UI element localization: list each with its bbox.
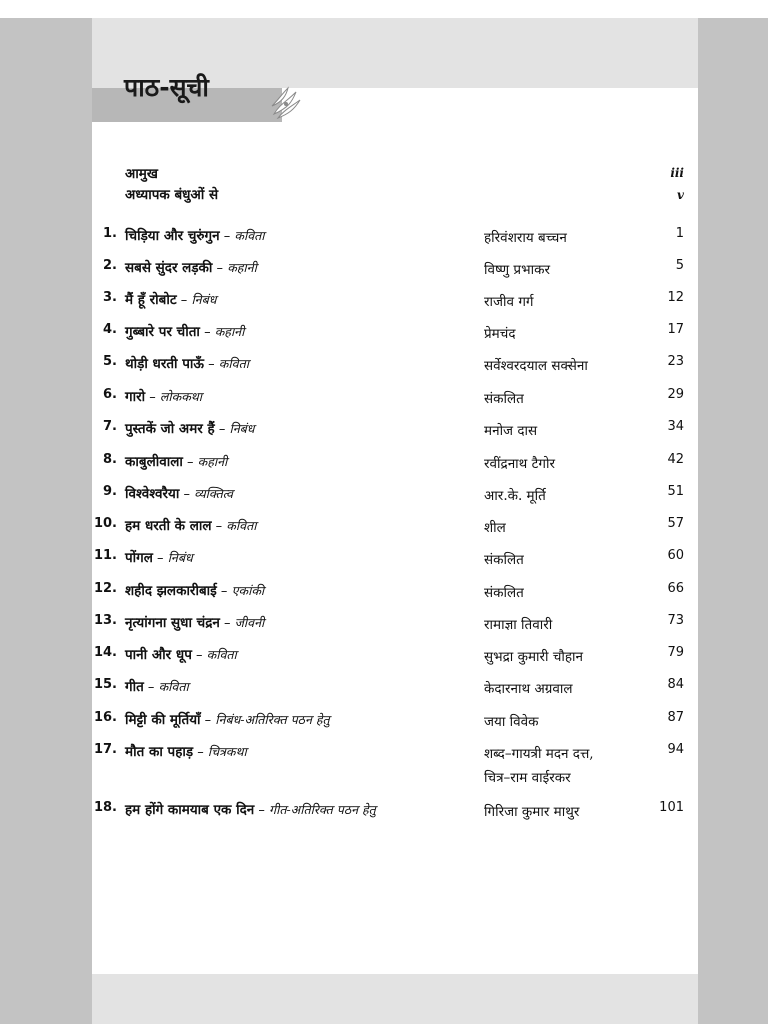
author-line: गिरिजा कुमार माथुर [484, 804, 580, 820]
author-line: राजीव गर्ग [484, 294, 534, 310]
lesson-author [484, 226, 567, 250]
lesson-title: थोड़ी धरती पाऊँ [125, 356, 205, 372]
author-line: आर.के. मूर्ति [484, 488, 546, 504]
author-line: रवींद्रनाथ टैगोर [484, 456, 556, 472]
lesson-author [484, 387, 524, 411]
lesson-genre: कविता [226, 518, 257, 533]
top-strip [0, 0, 768, 18]
lesson-entry [125, 354, 249, 372]
lesson-entry [125, 322, 244, 340]
lesson-genre: व्यक्तित्व [194, 486, 233, 501]
lesson-author [484, 677, 573, 701]
lesson-genre: जीवनी [234, 615, 265, 630]
front-matter-title: आमुख [125, 166, 158, 182]
lesson-entry [125, 484, 233, 502]
lesson-author [484, 452, 555, 476]
lesson-number: 18. [93, 800, 117, 815]
lesson-page-number: 84 [667, 677, 684, 692]
lesson-number: 2. [103, 258, 117, 273]
toc-row [92, 516, 698, 540]
lesson-genre: चित्रकथा [207, 744, 247, 759]
lesson-page-number: 34 [667, 419, 684, 434]
separator-dash: – [191, 648, 207, 663]
lesson-author [484, 800, 579, 824]
lesson-genre: लोककथा [159, 389, 203, 404]
lesson-entry [125, 742, 247, 760]
lesson-page-number: 57 [667, 516, 684, 531]
lesson-entry [125, 800, 376, 818]
lesson-title: नृत्यांगना सुधा चंद्रन [125, 615, 220, 631]
lesson-page-number: 5 [675, 258, 684, 273]
toc-row [92, 581, 698, 605]
lesson-title: पुस्तकें जो अमर हैं [125, 421, 215, 437]
front-matter-title: अध्यापक बंधुओं से [125, 187, 219, 203]
lesson-entry [125, 419, 254, 437]
lesson-genre: कहानी [214, 324, 245, 339]
lesson-page-number: 101 [659, 800, 684, 815]
author-line: संकलित [484, 391, 524, 407]
author-line: संकलित [484, 552, 524, 568]
lesson-title: मौत का पहाड़ [125, 744, 194, 760]
lesson-genre: कविता [234, 228, 265, 243]
separator-dash: – [219, 229, 235, 244]
toc-row [92, 226, 698, 250]
lesson-author [484, 258, 550, 282]
author-line: जया विवेक [484, 714, 539, 730]
lesson-entry [125, 452, 227, 470]
lesson-title: पानी और धूप [125, 647, 192, 663]
separator-dash: – [182, 455, 198, 470]
lesson-title: चिड़िया और चुरुंगुन [125, 228, 220, 244]
separator-dash: – [204, 357, 219, 372]
lesson-page-number: 42 [667, 452, 684, 467]
lesson-genre: कहानी [197, 454, 228, 469]
lesson-title: गीत [125, 679, 144, 695]
separator-dash: – [143, 680, 159, 695]
author-line: प्रेमचंद [484, 326, 516, 342]
lesson-number: 10. [93, 516, 117, 531]
author-line: सर्वेश्वरदयाल सक्सेना [484, 358, 588, 374]
lesson-entry [125, 613, 264, 631]
toc-row [92, 800, 698, 824]
separator-dash: – [145, 390, 160, 405]
lesson-page-number: 60 [667, 548, 684, 563]
toc-row [92, 354, 698, 378]
toc-row [92, 484, 698, 508]
lesson-genre: निबंध-अतिरिक्त पठन हेतु [215, 712, 330, 727]
front-matter-page: iii [670, 166, 684, 180]
lesson-author [484, 548, 524, 572]
lesson-author [484, 581, 524, 605]
lesson-title: मिट्टी की मूर्तियाँ [125, 712, 201, 728]
lesson-entry [125, 581, 264, 599]
lesson-author [484, 645, 583, 669]
lesson-title: सबसे सुंदर लड़की [125, 260, 213, 276]
separator-dash: – [200, 713, 216, 728]
lesson-number: 7. [103, 419, 117, 434]
footer-band [92, 974, 698, 1024]
toc-row [92, 258, 698, 282]
lesson-entry [125, 258, 257, 276]
lesson-entry [125, 290, 216, 308]
lesson-author [484, 419, 537, 443]
flourish-ornament-icon [266, 84, 306, 124]
lesson-page-number: 1 [675, 226, 684, 241]
lesson-page-number: 66 [667, 581, 684, 596]
lesson-number: 16. [93, 710, 117, 725]
lesson-author [484, 290, 534, 314]
lesson-number: 13. [93, 613, 117, 628]
author-line: संकलित [484, 585, 524, 601]
separator-dash: – [211, 519, 227, 534]
lesson-title: पोंगल [125, 550, 153, 566]
lesson-title: मैं हूँ रोबोट [125, 292, 177, 308]
lesson-title: हम धरती के लाल [125, 518, 212, 534]
lesson-number: 9. [103, 484, 117, 499]
lesson-page-number: 23 [667, 354, 684, 369]
lesson-entry [125, 387, 202, 405]
toc-row [92, 322, 698, 346]
contents-page [92, 18, 698, 1024]
lesson-entry [125, 226, 265, 244]
lesson-author [484, 710, 539, 734]
author-line: सुभद्रा कुमारी चौहान [484, 649, 584, 665]
lesson-number: 6. [103, 387, 117, 402]
toc-row [92, 548, 698, 572]
lesson-title: गुब्बारे पर चीता [125, 324, 200, 340]
lesson-number: 3. [103, 290, 117, 305]
lesson-title: काबुलीवाला [125, 454, 183, 470]
lesson-number: 12. [93, 581, 117, 596]
author-line: मनोज दास [484, 423, 538, 439]
lesson-page-number: 12 [667, 290, 684, 305]
lesson-number: 11. [93, 548, 117, 563]
page-title: पाठ-सूची [124, 73, 209, 102]
front-matter-page: v [677, 188, 684, 202]
lesson-author [484, 742, 594, 790]
separator-dash: – [179, 487, 195, 502]
lesson-title: विश्वेश्वरैया [125, 486, 180, 502]
lesson-genre: एकांकी [231, 583, 265, 598]
separator-dash: – [216, 584, 232, 599]
lesson-genre: निबंध [167, 550, 193, 565]
lesson-genre: कविता [158, 679, 189, 694]
lesson-title: शहीद झलकारीबाई [125, 583, 217, 599]
separator-dash: – [212, 261, 228, 276]
toc-row [92, 290, 698, 314]
separator-dash: – [219, 616, 235, 631]
lesson-title: गारो [125, 389, 146, 405]
toc-row [92, 742, 698, 786]
lesson-page-number: 51 [667, 484, 684, 499]
lesson-page-number: 17 [667, 322, 684, 337]
lesson-number: 5. [103, 354, 117, 369]
toc-row [92, 387, 698, 411]
lesson-entry [125, 677, 189, 695]
separator-dash: – [193, 745, 208, 760]
lesson-entry [125, 710, 330, 728]
lesson-author [484, 516, 506, 540]
lesson-genre: गीत-अतिरिक्त पठन हेतु [269, 802, 376, 817]
lesson-author [484, 484, 546, 508]
toc-row [92, 677, 698, 701]
author-line: चित्र–राम वाईरकर [484, 770, 571, 786]
separator-dash: – [176, 293, 192, 308]
author-line: विष्णु प्रभाकर [484, 262, 550, 278]
lesson-number: 15. [93, 677, 117, 692]
toc-row [92, 710, 698, 734]
separator-dash: – [199, 325, 215, 340]
lesson-page-number: 73 [667, 613, 684, 628]
lesson-genre: कहानी [227, 260, 257, 275]
author-line: शब्द–गायत्री मदन दत्त, [484, 746, 594, 762]
lesson-number: 4. [103, 322, 117, 337]
toc-row [92, 419, 698, 443]
separator-dash: – [214, 422, 230, 437]
separator-dash: – [254, 803, 270, 818]
lesson-genre: निबंध [229, 421, 255, 436]
separator-dash: – [152, 551, 168, 566]
lesson-entry [125, 548, 193, 566]
lesson-number: 1. [103, 226, 117, 241]
lesson-genre: कविता [218, 356, 249, 371]
lesson-page-number: 79 [667, 645, 684, 660]
lesson-page-number: 29 [667, 387, 684, 402]
lesson-page-number: 94 [667, 742, 684, 757]
toc-row [92, 645, 698, 669]
lesson-entry [125, 516, 256, 534]
author-line: केदारनाथ अग्रवाल [484, 681, 573, 697]
lesson-entry [125, 645, 237, 663]
lesson-author [484, 322, 516, 346]
lesson-title: हम होंगे कामयाब एक दिन [125, 802, 255, 818]
lesson-author [484, 354, 588, 378]
lesson-number: 14. [93, 645, 117, 660]
lesson-genre: कविता [206, 647, 237, 662]
author-line: शील [484, 520, 506, 536]
lesson-page-number: 87 [667, 710, 684, 725]
lesson-genre: निबंध [191, 292, 217, 307]
lesson-author [484, 613, 552, 637]
toc-row [92, 452, 698, 476]
author-line: रामाज्ञा तिवारी [484, 617, 553, 633]
author-line: हरिवंशराय बच्चन [484, 230, 567, 246]
lesson-number: 8. [103, 452, 117, 467]
lesson-number: 17. [93, 742, 117, 757]
toc-row [92, 613, 698, 637]
